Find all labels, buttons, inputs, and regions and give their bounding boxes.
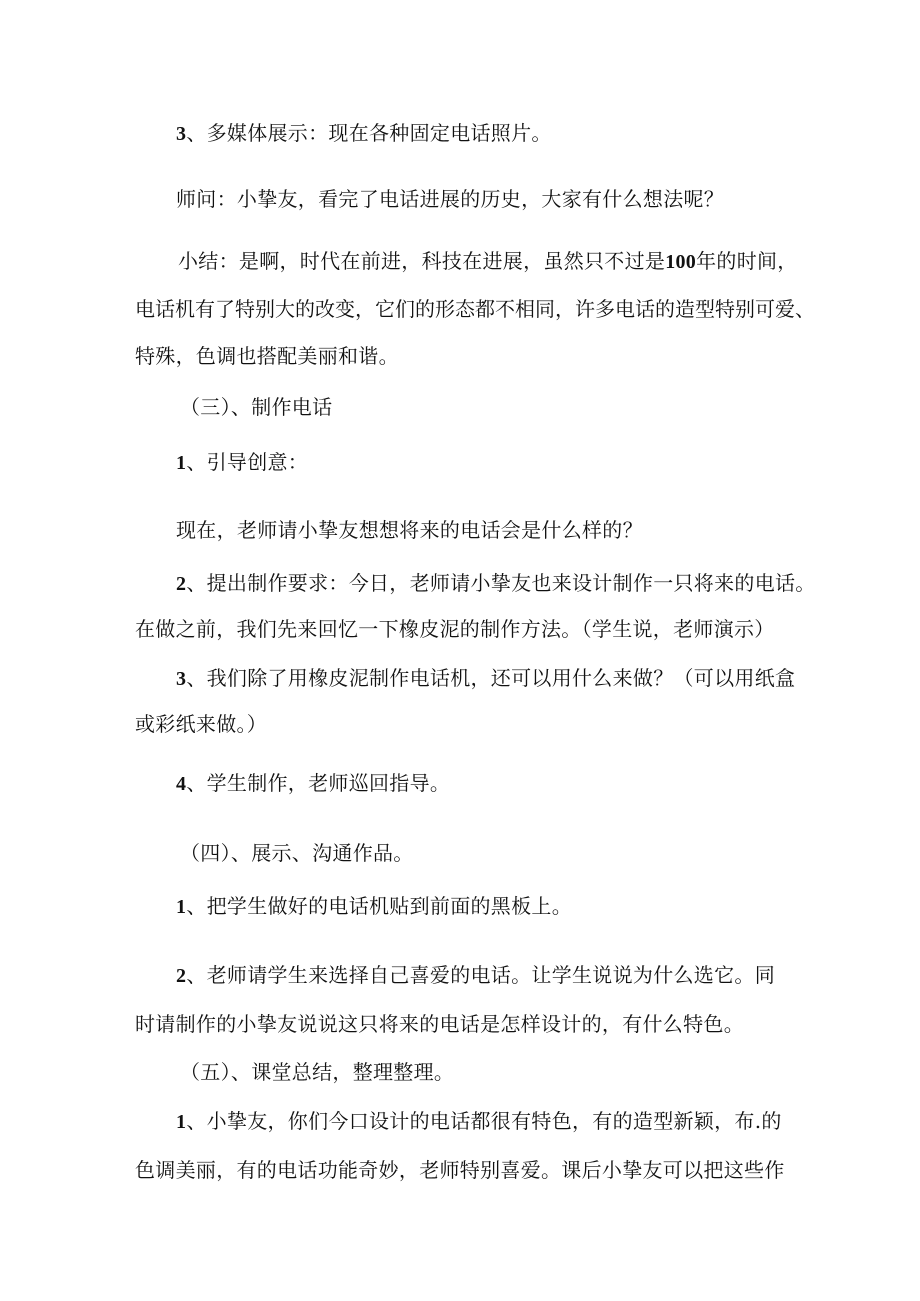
summary-number: 100 bbox=[665, 251, 697, 273]
item-number: 3 bbox=[176, 123, 187, 145]
item-number: 1 bbox=[176, 896, 187, 918]
paragraph-choose-phone-line-1 bbox=[176, 962, 775, 989]
section-heading-make-phone: （三）、制作电话 bbox=[180, 395, 333, 419]
summary-text-a: 小结：是啊，时代在前进，科技在进展，虽然只不过是 bbox=[178, 249, 666, 273]
paragraph-text: 、小挚友，你们今口设计的电话都很有特色，有的造型新颖，布.的 bbox=[186, 1109, 782, 1133]
paragraph-text: 、把学生做好的电话机贴到前面的黑板上。 bbox=[186, 894, 573, 918]
item-number: 4 bbox=[176, 773, 187, 795]
paragraph-requirements-line-2: 在做之前，我们先来回忆一下橡皮泥的制作方法。（学生说，老师演示） bbox=[135, 617, 775, 641]
paragraph-choose-phone-line-2: 时请制作的小挚友说说这只将来的电话是怎样设计的，有什么特色。 bbox=[135, 1012, 744, 1036]
item-number: 3 bbox=[176, 668, 187, 690]
item-number: 2 bbox=[176, 965, 187, 987]
paragraph-closing-line-2: 色调美丽，有的电话功能奇妙，老师特别喜爱。课后小挚友可以把这些作 bbox=[135, 1158, 785, 1182]
paragraph-text: 、学生制作，老师巡回指导。 bbox=[186, 771, 451, 795]
section-heading-show-works: （四）、展示、沟通作品。 bbox=[180, 841, 414, 865]
paragraph-alternatives-line-1 bbox=[176, 665, 795, 692]
summary-text-b: 年的时间， bbox=[696, 249, 798, 273]
paragraph-paste-phones bbox=[176, 893, 572, 920]
paragraph-text: 、提出制作要求：今日，老师请小挚友也来设计制作一只将来的电话。 bbox=[186, 571, 816, 595]
paragraph-multimedia-display bbox=[176, 120, 552, 147]
paragraph-teacher-prompt: 现在，老师请小挚友想想将来的电话会是什么样的？ bbox=[176, 518, 643, 542]
paragraph-summary-line-1 bbox=[178, 248, 798, 275]
paragraph-teacher-question: 师问：小挚友，看完了电话进展的历史，大家有什么想法呢？ bbox=[176, 187, 725, 211]
item-number: 2 bbox=[176, 573, 187, 595]
paragraph-alternatives-line-2: 或彩纸来做。） bbox=[135, 712, 268, 736]
paragraph-summary-line-2: 电话机有了特别大的改变，它们的形态都不相同，许多电话的造型特别可爱、 bbox=[135, 297, 815, 321]
paragraph-text: 、引导创意： bbox=[186, 450, 309, 474]
paragraph-closing-line-1 bbox=[176, 1108, 782, 1135]
paragraph-text: 、老师请学生来选择自己喜爱的电话。让学生说说为什么选它。同 bbox=[186, 963, 776, 987]
paragraph-student-work bbox=[176, 770, 450, 797]
item-number: 1 bbox=[176, 1111, 187, 1133]
paragraph-text: 、多媒体展示：现在各种固定电话照片。 bbox=[186, 121, 552, 145]
paragraph-text: 、我们除了用橡皮泥制作电话机，还可以用什么来做？（可以用纸盒 bbox=[186, 666, 796, 690]
paragraph-guide-creativity bbox=[176, 449, 308, 476]
paragraph-summary-line-3: 特殊，色调也搭配美丽和谐。 bbox=[135, 344, 399, 368]
item-number: 1 bbox=[176, 452, 187, 474]
paragraph-requirements-line-1 bbox=[176, 570, 816, 597]
section-heading-summary: （五）、课堂总结，整理整理。 bbox=[180, 1060, 455, 1084]
